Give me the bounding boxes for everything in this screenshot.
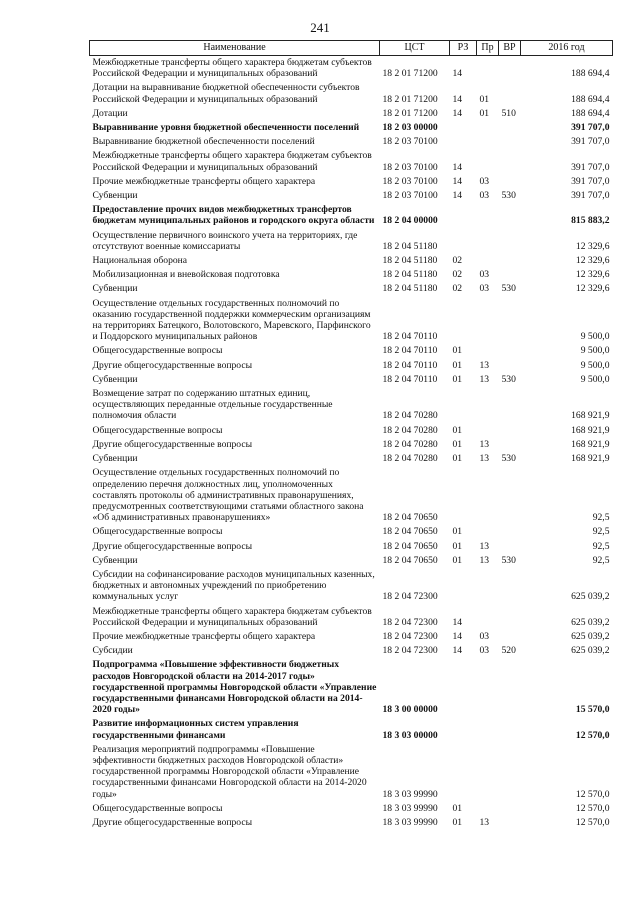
- cell-vr: [499, 121, 521, 135]
- cell-cst: 18 2 04 70280: [382, 438, 438, 450]
- cell-vr: [499, 254, 521, 268]
- cell-amount: 15 570,0: [575, 704, 610, 716]
- cell-rz: 02: [452, 269, 463, 281]
- table-row: [90, 424, 613, 438]
- cell-name: Дотации: [92, 107, 128, 119]
- table-row: [90, 466, 613, 525]
- cell-amount: 391 707,0: [571, 161, 610, 173]
- cell-cst: 18 2 04 72300: [382, 645, 438, 657]
- cell-name: Осуществление первичного воинского учета на территориях, где отсутствуют военные комиссариаты: [92, 229, 358, 252]
- cell-amount: 12 570,0: [575, 816, 610, 828]
- header-year: 2016 год: [521, 41, 613, 56]
- cell-amount: 391 707,0: [571, 136, 610, 148]
- cell-vr: [499, 816, 521, 830]
- cell-vr: 530: [501, 190, 516, 202]
- cell-amount: 92,5: [592, 526, 610, 538]
- table-row: [90, 373, 613, 387]
- cell-rz: 01: [452, 438, 463, 450]
- cell-vr: 510: [501, 107, 516, 119]
- cell-cst: 18 2 04 70280: [382, 410, 438, 422]
- cell-rz: 01: [452, 359, 463, 371]
- cell-pr: [477, 149, 499, 174]
- cell-amount: 391 707,0: [571, 122, 610, 134]
- cell-rz: [450, 297, 477, 345]
- table-row: [90, 268, 613, 282]
- cell-cst: 18 2 04 00000: [382, 215, 438, 227]
- cell-name: Выравнивание уровня бюджетной обеспеченности поселений: [92, 122, 360, 134]
- cell-amount: 12 570,0: [575, 729, 610, 741]
- cell-rz: [450, 387, 477, 424]
- cell-vr: [499, 203, 521, 228]
- cell-amount: 9 500,0: [580, 345, 610, 357]
- cell-name: Возмещение затрат по содержанию штатных единиц, осуществляющих переданные отдельные государственные полномочия области: [92, 388, 333, 422]
- cell-vr: 530: [501, 453, 516, 465]
- cell-vr: 530: [501, 554, 516, 566]
- cell-cst: 18 2 03 70100: [382, 161, 438, 173]
- table-row: [90, 658, 613, 717]
- cell-name: Другие общегосударственные вопросы: [92, 438, 253, 450]
- cell-cst: 18 3 03 99990: [382, 816, 438, 828]
- cell-pr: 03: [479, 630, 490, 642]
- table-row: [90, 438, 613, 452]
- cell-pr: [477, 387, 499, 424]
- cell-name: Межбюджетные трансферты общего характера бюджетам субъектов Российской Федерации и муниципальных образований: [92, 57, 372, 80]
- cell-vr: [499, 229, 521, 254]
- cell-cst: 18 2 04 70280: [382, 424, 438, 436]
- cell-amount: 188 694,4: [571, 93, 610, 105]
- cell-vr: [499, 56, 521, 82]
- cell-vr: 530: [501, 283, 516, 295]
- table-row: [90, 56, 613, 82]
- cell-name: Общегосударственные вопросы: [92, 802, 223, 814]
- cell-name: Осуществление отдельных государственных полномочий по определению перечня должностных лиц, уполномоченных составлять протоколы об административных правонарушениях, предусмотренных соответствующими статьями областного закона «Об административных правонарушениях»: [92, 467, 364, 524]
- cell-rz: 14: [452, 175, 463, 187]
- cell-vr: [499, 630, 521, 644]
- cell-amount: 9 500,0: [580, 359, 610, 371]
- cell-name: Субвенции: [92, 283, 138, 295]
- cell-cst: 18 2 04 51180: [382, 240, 438, 252]
- cell-cst: 18 3 03 99990: [382, 788, 438, 800]
- table-row: [90, 387, 613, 424]
- cell-vr: [499, 175, 521, 189]
- cell-vr: [499, 717, 521, 742]
- cell-cst: 18 2 03 70100: [382, 136, 438, 148]
- cell-vr: 530: [501, 373, 516, 385]
- budget-table: [89, 40, 613, 830]
- cell-pr: 03: [479, 645, 490, 657]
- cell-rz: 14: [452, 161, 463, 173]
- page-number: 241: [310, 20, 330, 35]
- cell-cst: 18 2 04 70110: [382, 373, 438, 385]
- cell-amount: 391 707,0: [571, 190, 610, 202]
- cell-vr: [499, 135, 521, 149]
- cell-amount: 12 329,6: [575, 240, 610, 252]
- table-row: [90, 203, 613, 228]
- cell-pr: 13: [479, 438, 490, 450]
- table-row: [90, 554, 613, 568]
- cell-cst: 18 2 03 70100: [382, 175, 438, 187]
- cell-pr: [477, 135, 499, 149]
- cell-pr: 13: [479, 359, 490, 371]
- cell-rz: [450, 229, 477, 254]
- cell-pr: [477, 254, 499, 268]
- cell-name: Субвенции: [92, 190, 138, 202]
- cell-name: Субсидии на софинансирование расходов муниципальных казенных, бюджетных и автономных учреждений по приобретению коммунальных услуг: [92, 568, 375, 603]
- cell-vr: [499, 81, 521, 106]
- cell-amount: 12 329,6: [575, 255, 610, 267]
- cell-name: Общегосударственные вопросы: [92, 424, 223, 436]
- table-row: [90, 229, 613, 254]
- cell-amount: 92,5: [592, 512, 610, 524]
- cell-cst: 18 2 04 72300: [382, 616, 438, 628]
- table-row: [90, 189, 613, 203]
- cell-amount: 168 921,9: [571, 453, 610, 465]
- cell-pr: 03: [479, 175, 490, 187]
- cell-amount: 168 921,9: [571, 424, 610, 436]
- cell-cst: 18 2 04 51180: [382, 283, 438, 295]
- table-row: [90, 254, 613, 268]
- cell-vr: [499, 438, 521, 452]
- cell-vr: [499, 149, 521, 174]
- table-row: [90, 802, 613, 816]
- cell-amount: 625 039,2: [571, 616, 610, 628]
- table-row: [90, 525, 613, 539]
- cell-name: Субсидии: [92, 645, 133, 657]
- cell-name: Национальная оборона: [92, 255, 188, 267]
- cell-pr: [477, 658, 499, 717]
- table-row: [90, 81, 613, 106]
- cell-name: Другие общегосударственные вопросы: [92, 540, 253, 552]
- cell-rz: 14: [452, 68, 463, 80]
- cell-amount: 168 921,9: [571, 410, 610, 422]
- cell-name: Осуществление отдельных государственных полномочий по оказанию государственной поддержки коммерческим организациям на территориях Батецкого, Волотовского, Маревского, Парфинского и Поддорского муниципальных районов: [92, 297, 371, 343]
- table-row: [90, 149, 613, 174]
- cell-pr: [477, 717, 499, 742]
- cell-cst: 18 2 04 72300: [382, 591, 438, 603]
- table-row: [90, 107, 613, 121]
- cell-rz: 01: [452, 816, 463, 828]
- cell-amount: 168 921,9: [571, 438, 610, 450]
- cell-vr: [499, 802, 521, 816]
- cell-vr: [499, 268, 521, 282]
- cell-name: Выравнивание бюджетной обеспеченности поселений: [92, 136, 315, 148]
- table-row: [90, 175, 613, 189]
- cell-rz: [450, 203, 477, 228]
- cell-cst: 18 2 01 71200: [382, 93, 438, 105]
- cell-pr: [477, 605, 499, 630]
- cell-vr: [499, 540, 521, 554]
- cell-pr: 13: [479, 554, 490, 566]
- cell-pr: [477, 229, 499, 254]
- cell-cst: 18 2 01 71200: [382, 107, 438, 119]
- cell-rz: 01: [452, 424, 463, 436]
- cell-rz: 01: [452, 802, 463, 814]
- cell-rz: 14: [452, 93, 463, 105]
- cell-rz: 14: [452, 645, 463, 657]
- cell-vr: [499, 658, 521, 717]
- cell-cst: 18 2 03 00000: [382, 122, 438, 134]
- cell-vr: [499, 297, 521, 345]
- cell-amount: 92,5: [592, 540, 610, 552]
- cell-amount: 391 707,0: [571, 175, 610, 187]
- cell-cst: 18 2 01 71200: [382, 68, 438, 80]
- cell-name: Субвенции: [92, 554, 138, 566]
- cell-cst: 18 3 03 99990: [382, 802, 438, 814]
- header-pr: Пр: [477, 41, 499, 56]
- cell-cst: 18 3 03 00000: [382, 729, 438, 741]
- cell-amount: 12 329,6: [575, 283, 610, 295]
- table-row: [90, 540, 613, 554]
- cell-rz: 14: [452, 107, 463, 119]
- cell-vr: [499, 359, 521, 373]
- cell-rz: [450, 135, 477, 149]
- cell-rz: 02: [452, 283, 463, 295]
- cell-name: Мобилизационная и вневойсковая подготовка: [92, 269, 280, 281]
- cell-vr: 520: [501, 645, 516, 657]
- header-name: Наименование: [90, 41, 380, 56]
- cell-pr: [477, 568, 499, 605]
- cell-pr: 13: [479, 540, 490, 552]
- cell-name: Межбюджетные трансферты общего характера бюджетам субъектов Российской Федерации и муниципальных образований: [92, 605, 372, 628]
- cell-pr: [477, 203, 499, 228]
- header-cst: ЦСТ: [380, 41, 450, 56]
- table-row: [90, 630, 613, 644]
- table-row: [90, 644, 613, 658]
- cell-vr: [499, 466, 521, 525]
- cell-cst: 18 2 04 70650: [382, 526, 438, 538]
- cell-pr: [477, 424, 499, 438]
- table-row: [90, 282, 613, 296]
- cell-rz: [450, 568, 477, 605]
- cell-name: Субвенции: [92, 373, 138, 385]
- cell-cst: 18 2 04 51180: [382, 255, 438, 267]
- table-row: [90, 135, 613, 149]
- cell-vr: [499, 743, 521, 802]
- cell-pr: [477, 466, 499, 525]
- cell-vr: [499, 424, 521, 438]
- cell-pr: [477, 802, 499, 816]
- cell-pr: 01: [479, 107, 490, 119]
- cell-pr: [477, 525, 499, 539]
- cell-rz: [450, 658, 477, 717]
- cell-vr: [499, 605, 521, 630]
- cell-rz: 02: [452, 255, 463, 267]
- cell-cst: 18 2 04 51180: [382, 269, 438, 281]
- cell-cst: 18 2 03 70100: [382, 190, 438, 202]
- cell-cst: 18 2 04 70650: [382, 512, 438, 524]
- cell-pr: [477, 743, 499, 802]
- cell-name: Развитие информационных систем управления государственными финансами: [92, 718, 299, 741]
- cell-pr: 13: [479, 453, 490, 465]
- cell-cst: 18 2 04 70110: [382, 331, 438, 343]
- cell-name: Общегосударственные вопросы: [92, 345, 223, 357]
- table-row: [90, 121, 613, 135]
- table-row: [90, 344, 613, 358]
- cell-name: Реализация мероприятий подпрограммы «Повышение эффективности бюджетных расходов Новгородской области» государственной программы Новгородской области «Управление государственными финансами Новгородской области на 2014-2020 годы»: [92, 743, 367, 800]
- cell-amount: 12 329,6: [575, 269, 610, 281]
- cell-name: Предоставление прочих видов межбюджетных трансфертов бюджетам муниципальных районов и городского округа области: [92, 204, 375, 227]
- cell-vr: [499, 387, 521, 424]
- cell-rz: 01: [452, 554, 463, 566]
- cell-rz: [450, 121, 477, 135]
- table-row: [90, 297, 613, 345]
- cell-amount: 188 694,4: [571, 68, 610, 80]
- cell-pr: [477, 344, 499, 358]
- cell-amount: 12 570,0: [575, 802, 610, 814]
- cell-amount: 9 500,0: [580, 373, 610, 385]
- cell-pr: 03: [479, 190, 490, 202]
- cell-cst: 18 2 04 72300: [382, 630, 438, 642]
- cell-rz: 01: [452, 453, 463, 465]
- cell-cst: 18 2 04 70110: [382, 359, 438, 371]
- cell-name: Субвенции: [92, 453, 138, 465]
- cell-name: Другие общегосударственные вопросы: [92, 816, 253, 828]
- cell-rz: [450, 743, 477, 802]
- cell-rz: 01: [452, 373, 463, 385]
- cell-rz: 01: [452, 526, 463, 538]
- cell-rz: 01: [452, 540, 463, 552]
- cell-rz: 14: [452, 190, 463, 202]
- cell-name: Другие общегосударственные вопросы: [92, 359, 253, 371]
- cell-pr: 01: [479, 93, 490, 105]
- cell-amount: 625 039,2: [571, 630, 610, 642]
- cell-vr: [499, 525, 521, 539]
- cell-pr: 03: [479, 283, 490, 295]
- cell-amount: 625 039,2: [571, 591, 610, 603]
- cell-pr: 03: [479, 269, 490, 281]
- cell-rz: 01: [452, 345, 463, 357]
- table-row: [90, 568, 613, 605]
- cell-amount: 12 570,0: [575, 788, 610, 800]
- cell-pr: 13: [479, 373, 490, 385]
- cell-name: Общегосударственные вопросы: [92, 526, 223, 538]
- cell-pr: [477, 121, 499, 135]
- table-row: [90, 743, 613, 802]
- cell-name: Дотации на выравнивание бюджетной обеспеченности субъектов Российской Федерации и муниципальных образований: [92, 82, 360, 105]
- cell-amount: 625 039,2: [571, 645, 610, 657]
- cell-name: Подпрограмма «Повышение эффективности бюджетных расходов Новгородской области на 2014-2017 годы» государственной программы Новгородской области «Управление государственными финансами Новгородской области на 2014-2020 годы»: [92, 659, 377, 716]
- table-row: [90, 816, 613, 830]
- cell-pr: 13: [479, 816, 490, 828]
- cell-pr: [477, 56, 499, 82]
- cell-name: Прочие межбюджетные трансферты общего характера: [92, 175, 316, 187]
- table-row: [90, 605, 613, 630]
- header-vr: ВР: [499, 41, 521, 56]
- cell-rz: 14: [452, 616, 463, 628]
- cell-rz: 14: [452, 630, 463, 642]
- cell-rz: [450, 717, 477, 742]
- header-rz: РЗ: [450, 41, 477, 56]
- cell-cst: 18 2 04 70280: [382, 453, 438, 465]
- table-row: [90, 717, 613, 742]
- cell-amount: 92,5: [592, 554, 610, 566]
- table-header-row: [90, 41, 613, 56]
- cell-amount: 188 694,4: [571, 107, 610, 119]
- cell-pr: [477, 297, 499, 345]
- cell-vr: [499, 344, 521, 358]
- cell-amount: 9 500,0: [580, 331, 610, 343]
- cell-cst: 18 2 04 70110: [382, 345, 438, 357]
- cell-cst: 18 2 04 70650: [382, 554, 438, 566]
- cell-cst: 18 2 04 70650: [382, 540, 438, 552]
- cell-rz: [450, 466, 477, 525]
- cell-cst: 18 3 00 00000: [382, 704, 438, 716]
- table-row: [90, 359, 613, 373]
- cell-name: Межбюджетные трансферты общего характера бюджетам субъектов Российской Федерации и муниципальных образований: [92, 150, 372, 173]
- cell-vr: [499, 568, 521, 605]
- table-row: [90, 452, 613, 466]
- cell-amount: 815 883,2: [571, 215, 610, 227]
- cell-name: Прочие межбюджетные трансферты общего характера: [92, 630, 316, 642]
